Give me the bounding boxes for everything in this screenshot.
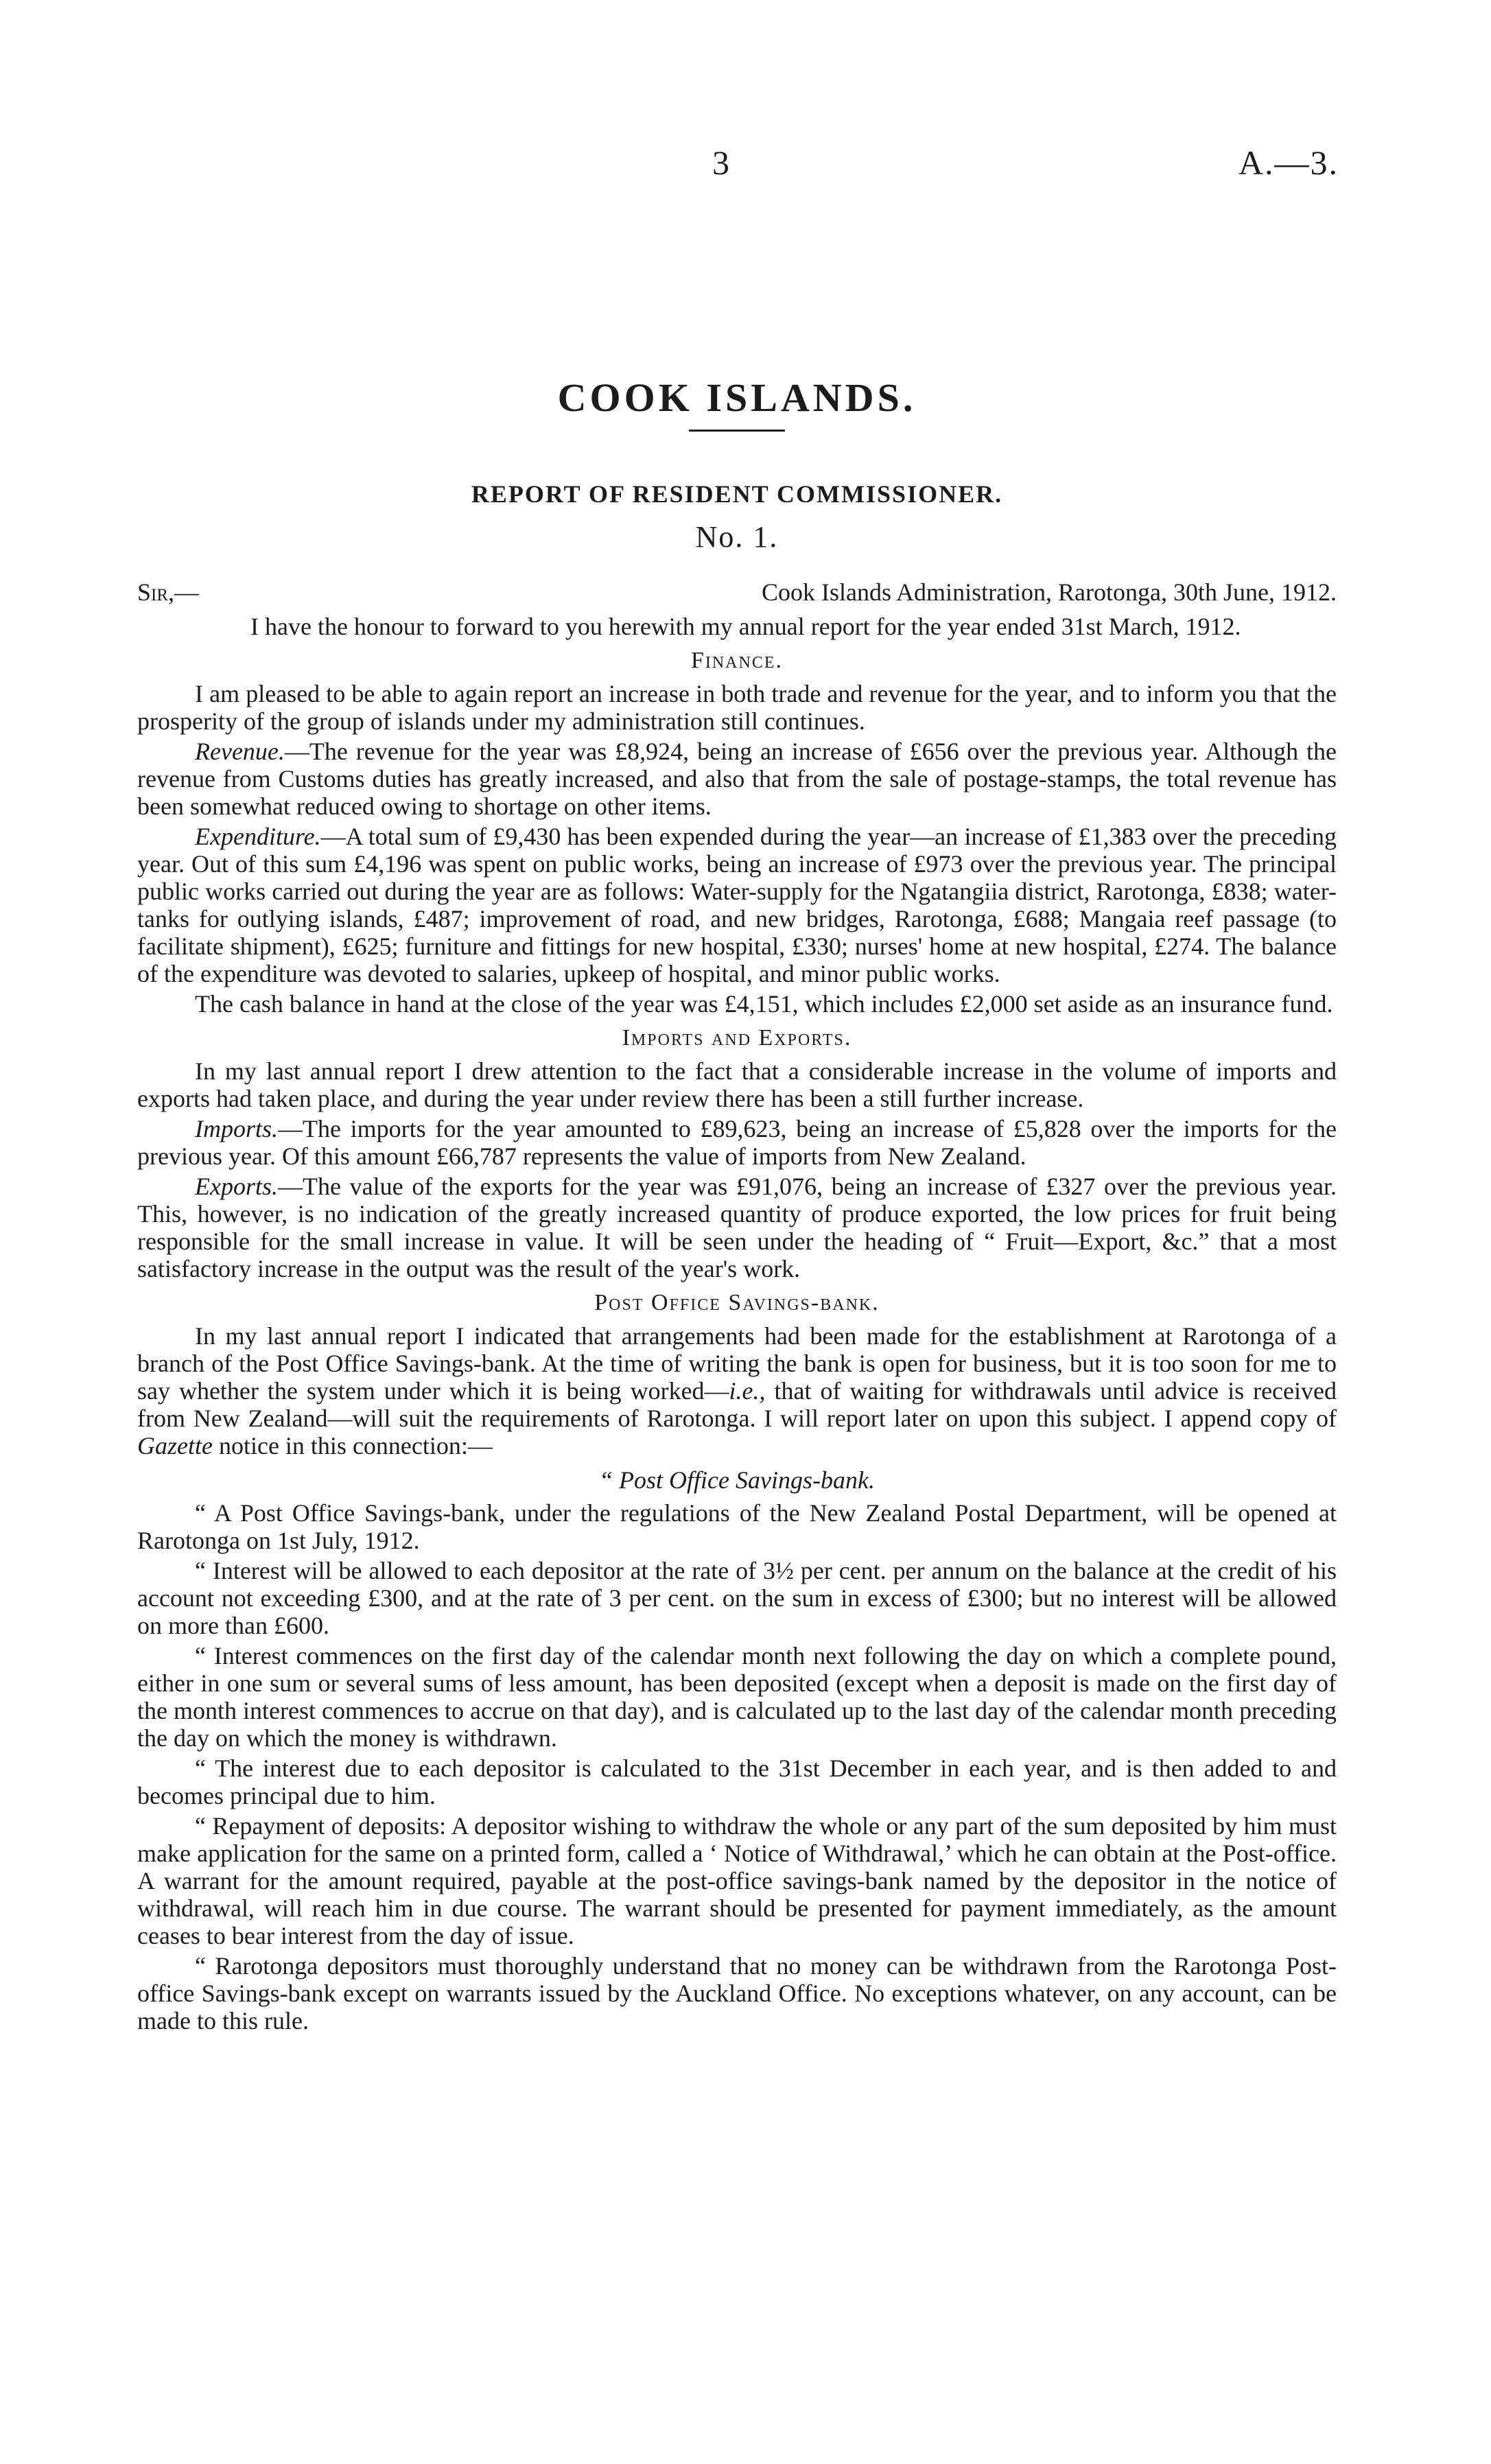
revenue-paragraph — [137, 738, 1337, 820]
page-number: 3 — [712, 143, 729, 182]
finance-paragraph: I am pleased to be able to again report an increase in both trade and revenue for the year, and to inform you that the prosperity of the group of islands under my administration still continues. — [137, 680, 1337, 735]
gazette-paragraph: “ The interest due to each depositor is calculated to the 31st December in each year, and is then added to and becomes principal due to him. — [137, 1755, 1337, 1809]
imports-text: —The imports for the year amounted to £89,623, being an increase of £5,828 over the imports for the previous year. Of this amount £66,787 represents the value of imports from New Zealand. — [137, 1115, 1337, 1170]
finance-heading: Finance. — [690, 648, 784, 673]
exports-text: —The value of the exports for the year was £91,076, being an increase of £327 over the previous year. This, however, is no indication of the greatly increased quantity of produce exported, the low prices for fruit being responsible for the small increase in value. It will be seen under the heading of “ Fruit—Export, &c.” that a most satisfactory increase in the output was the result of the year's work. — [137, 1173, 1337, 1282]
gazette-paragraph: “ Rarotonga depositors must thoroughly understand that no money can be withdrawn from the Rarotonga Post-office Savings-bank except on warrants issued by the Auckland Office. No exceptions whatever, on any account, can be made to this rule. — [137, 1952, 1337, 2034]
gazette-paragraph: “ Repayment of deposits: A depositor wishing to withdraw the whole or any part of the sum deposited by him must make application for the same on a printed form, called a ‘ Notice of Withdrawal,’ which he can obtain at the Post-office. A warrant for the amount required, payable at the post-office savings-bank named by the depositor in the notice of withdrawal, will reach him in due course. The warrant should be presented for payment immediately, as the amount ceases to bear interest from the day of issue. — [137, 1812, 1337, 1949]
report-body — [137, 371, 1337, 2037]
gazette-notice-title: “ Post Office Savings-bank. — [599, 1466, 875, 1494]
gazette-paragraph: “ Interest commences on the first day of the calendar month next following the day on which a complete pound, either in one sum or several sums of less amount, has been deposited (except when a deposit is made on the first day of the month interest commences to accrue on that day), and is calculated up to the last day of the calendar month preceding the day on which the money is withdrawn. — [137, 1642, 1337, 1752]
savings-bank-heading: Post Office Savings-bank. — [594, 1290, 880, 1315]
cash-balance-paragraph: The cash balance in hand at the close of the year was £4,151, which includes £2,000 set aside as an insurance fund. — [195, 990, 1333, 1018]
intro-paragraph: I have the honour to forward to you herewith my annual report for the year ended 31st March, 1912. — [250, 613, 1241, 640]
exports-paragraph — [137, 1173, 1337, 1282]
salutation: Sir,— — [137, 578, 200, 606]
gazette-paragraph: “ A Post Office Savings-bank, under the regulations of the New Zealand Postal Department, will be opened at Rarotonga on 1st July, 1912. — [137, 1499, 1337, 1554]
savings-text-b: that of waiting for withdrawals until advice is received from New Zealand—will suit the requirements of Rarotonga. I will report later on upon this subject. I append copy of — [137, 1377, 1337, 1432]
dateline: Cook Islands Administration, Rarotonga, 30th June, 1912. — [762, 578, 1337, 606]
imports-exports-paragraph: In my last annual report I drew attention to the fact that a considerable increase in the volume of imports and exports had taken place, and during the year under review there has been a still further increase. — [137, 1057, 1337, 1112]
expenditure-label: Expenditure. — [195, 823, 321, 850]
imports-paragraph — [137, 1115, 1337, 1170]
title-rule — [689, 430, 785, 432]
savings-bank-paragraph — [137, 1322, 1337, 1459]
document-reference: A.—3. — [1238, 143, 1339, 182]
savings-text-c: notice in this connection:— — [212, 1432, 493, 1459]
gazette-word: Gazette — [137, 1432, 213, 1459]
savings-text-ie: i.e., — [729, 1377, 766, 1405]
expenditure-text: —A total sum of £9,430 has been expended during the year—an increase of £1,383 over the preceding year. Out of this sum £4,196 was spent on public works, being an increase of £973 over the previous year. The principal public works carried out during the year are as follows: Water-supply for the Ngatangiia district, Rarotonga, £838; water-tanks for outlying islands, £487; improvement of road, and new bridges, Rarotonga, £688; Mangaia reef passage (to facilitate shipment), £625; furniture and fittings for new hospital, £330; nurses' home at new hospital, £274. The balance of the expenditure was devoted to salaries, upkeep of hospital, and minor public works. — [137, 823, 1337, 987]
imports-exports-heading: Imports and Exports. — [622, 1025, 852, 1051]
revenue-text: —The revenue for the year was £8,924, being an increase of £656 over the previous year. Although the revenue from Customs duties has greatly increased, and also that from the sale of postage-stamps, the total revenue has been somewhat reduced owing to shortage on other items. — [137, 738, 1337, 820]
report-text — [137, 613, 1337, 2034]
imports-label: Imports. — [195, 1115, 279, 1142]
savings-text-a: In my last annual report I indicated that arrangements had been made for the establishment at Rarotonga of a branch of the Post Office Savings-bank. At the time of writing the bank is open for business, but it is too soon for me to say whether the system under which it is being worked— — [137, 1322, 1337, 1405]
salutation-line — [137, 572, 1337, 613]
report-subtitle: REPORT OF RESIDENT COMMISSIONER. — [471, 480, 1003, 508]
revenue-label: Revenue. — [195, 738, 285, 765]
gazette-paragraph: “ Interest will be allowed to each depositor at the rate of 3½ per cent. per annum on the balance at the credit of his account not exceeding £300, and at the rate of 3 per cent. on the sum in excess of £300; but no interest will be allowed on more than £600. — [137, 1557, 1337, 1639]
exports-label: Exports. — [195, 1173, 278, 1200]
document-title: COOK ISLANDS. — [557, 375, 917, 420]
expenditure-paragraph — [137, 823, 1337, 987]
report-number: No. 1. — [695, 520, 779, 554]
